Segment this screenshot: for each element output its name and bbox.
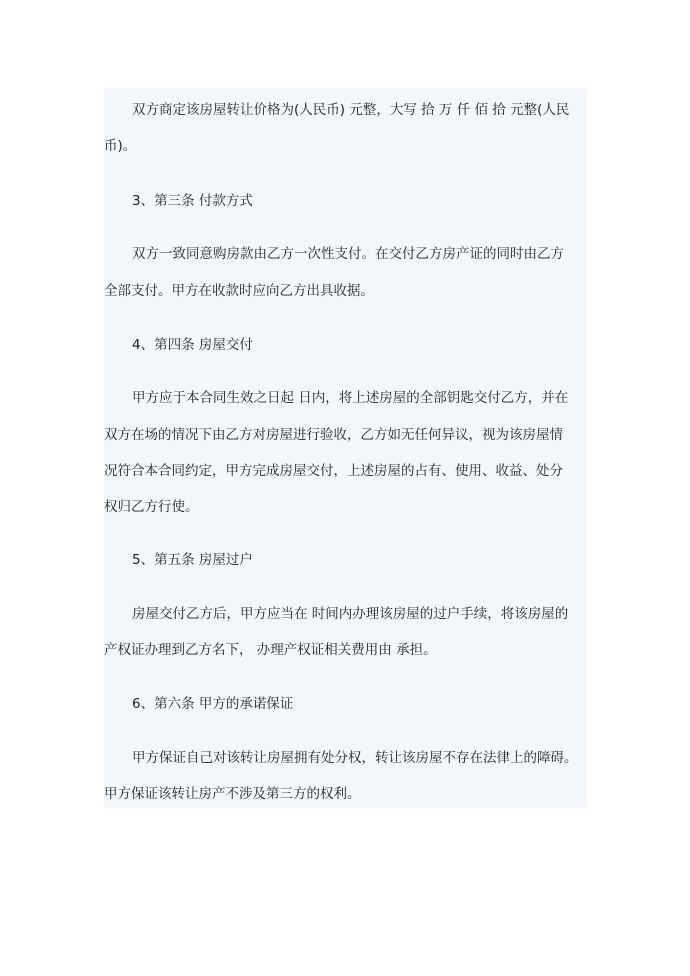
paragraph-guarantee-line-2: 甲方保证该转让房产不涉及第三方的权利。 — [104, 786, 361, 802]
paragraph-delivery-line-2: 双方在场的情况下由乙方对房屋进行验收，乙方如无任何异议，视为该房屋情 — [104, 427, 563, 443]
paragraph-price-line-2: 币)。 — [104, 138, 137, 154]
paragraph-guarantee-line-1: 甲方保证自己对该转让房屋拥有处分权，转让该房屋不存在法律上的障碍。 — [132, 750, 578, 766]
paragraph-delivery-line-4: 权归乙方行使。 — [104, 499, 199, 515]
paragraph-transfer-line-1: 房屋交付乙方后，甲方应当在 时间内办理该房屋的过户手续，将该房屋的 — [132, 606, 569, 622]
paragraph-delivery-line-1: 甲方应于本合同生效之日起 日内，将上述房屋的全部钥匙交付乙方，并在 — [132, 390, 569, 406]
heading-article-4: 4、第四条 房屋交付 — [132, 337, 253, 353]
paragraph-price-line-1: 双方商定该房屋转让价格为(人民币) 元整，大写 拾 万 仟 佰 拾 元整(人民 — [132, 102, 570, 118]
paragraph-transfer-line-2: 产权证办理到乙方名下， 办理产权证相关费用由 承担。 — [104, 642, 437, 658]
heading-article-3: 3、第三条 付款方式 — [132, 193, 253, 209]
heading-article-6: 6、第六条 甲方的承诺保证 — [132, 696, 294, 712]
paragraph-payment-line-2: 全部支付。甲方在收款时应向乙方出具收据。 — [104, 283, 374, 299]
heading-article-5: 5、第五条 房屋过户 — [132, 552, 253, 568]
paragraph-delivery-line-3: 况符合本合同约定，甲方完成房屋交付，上述房屋的占有、使用、收益、处分 — [104, 463, 563, 479]
paragraph-payment-line-1: 双方一致同意购房款由乙方一次性支付。在交付乙方房产证的同时由乙方 — [132, 246, 564, 262]
